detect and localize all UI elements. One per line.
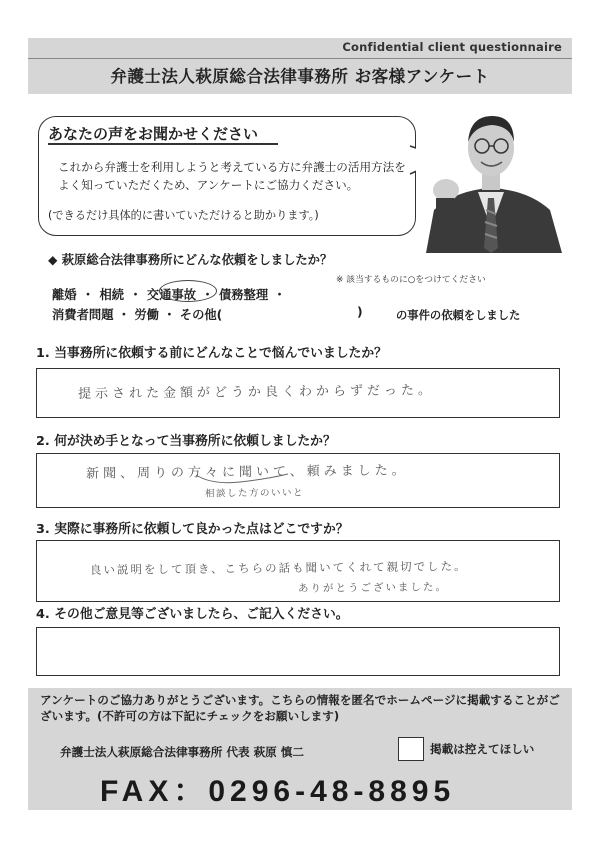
firm-representative: 弁護士法人萩原総合法律事務所 代表 萩原 慎二 [60, 745, 304, 759]
question-2-answer: 新聞、周りの方々に聞いて、頼みました。 [85, 463, 409, 482]
header-divider [28, 58, 572, 59]
selected-option-circle [159, 280, 217, 302]
bubble-title-underline [48, 143, 278, 145]
lawyer-portrait-icon [416, 98, 566, 253]
question-2-label: 2. 何が決め手となって当事務所に依頼しましたか？ [36, 434, 336, 449]
question-4-label: 4. その他ご意見等ございましたら、ご記入ください。 [36, 607, 349, 622]
header-subtitle: Confidential client questionnaire [342, 40, 562, 54]
publish-optout-label: 掲載は控えてほしい [430, 742, 535, 756]
publish-optout-checkbox[interactable] [398, 737, 424, 761]
request-question: ◆ 萩原総合法律事務所にどんな依頼をしましたか？ [48, 253, 333, 267]
question-1-label: 1. 当事務所に依頼する前にどんなことで悩んでいましたか？ [36, 346, 387, 361]
request-options-line1[interactable]: 離婚 ・ 相続 ・ 交通事故 ・ 債務整理 ・ [52, 288, 286, 302]
bubble-body: これから弁護士を利用しようと考えている方に弁護士の活用方法をよく知っていただくため、アンケートにご協力ください。 [58, 160, 406, 192]
footer-message: アンケートのご協力ありがとうございます。こちらの情報を匿名でホームページに掲載することがございます。(不許可の方は下記にチェックをお願いします) [40, 693, 560, 723]
question-3-answer: 良い説明をして頂き、こちらの話も聞いてくれて親切でした。 [89, 559, 468, 577]
question-3-label: 3. 実際に事務所に依頼して良かった点はどこですか？ [36, 522, 349, 537]
fax-number: FAX：0296-48-8895 [100, 775, 456, 808]
question-3-answer-line2: ありがとうございました。 [297, 581, 449, 595]
bubble-title: あなたの声をお聞かせください [48, 125, 259, 143]
question-2-answer-note: 相談した方のいいと [204, 487, 305, 500]
bubble-note: (できるだけ具体的に書いていただけると助かります。) [48, 209, 319, 222]
other-paren-close: ) [357, 305, 363, 319]
request-options-line2[interactable]: 消費者問題 ・ 労働 ・ その他( [52, 308, 223, 322]
request-suffix: の事件の依頼をしました [396, 309, 521, 322]
question-4-answer-box[interactable] [36, 627, 560, 676]
mark-instruction: ※ 該当するものに○をつけてください [336, 275, 486, 285]
insert-caret-icon [192, 473, 292, 487]
question-1-answer: 提示された金額がどうか良くわからずだった。 [77, 383, 436, 402]
page-title: 弁護士法人萩原総合法律事務所 お客様アンケート [110, 67, 490, 86]
